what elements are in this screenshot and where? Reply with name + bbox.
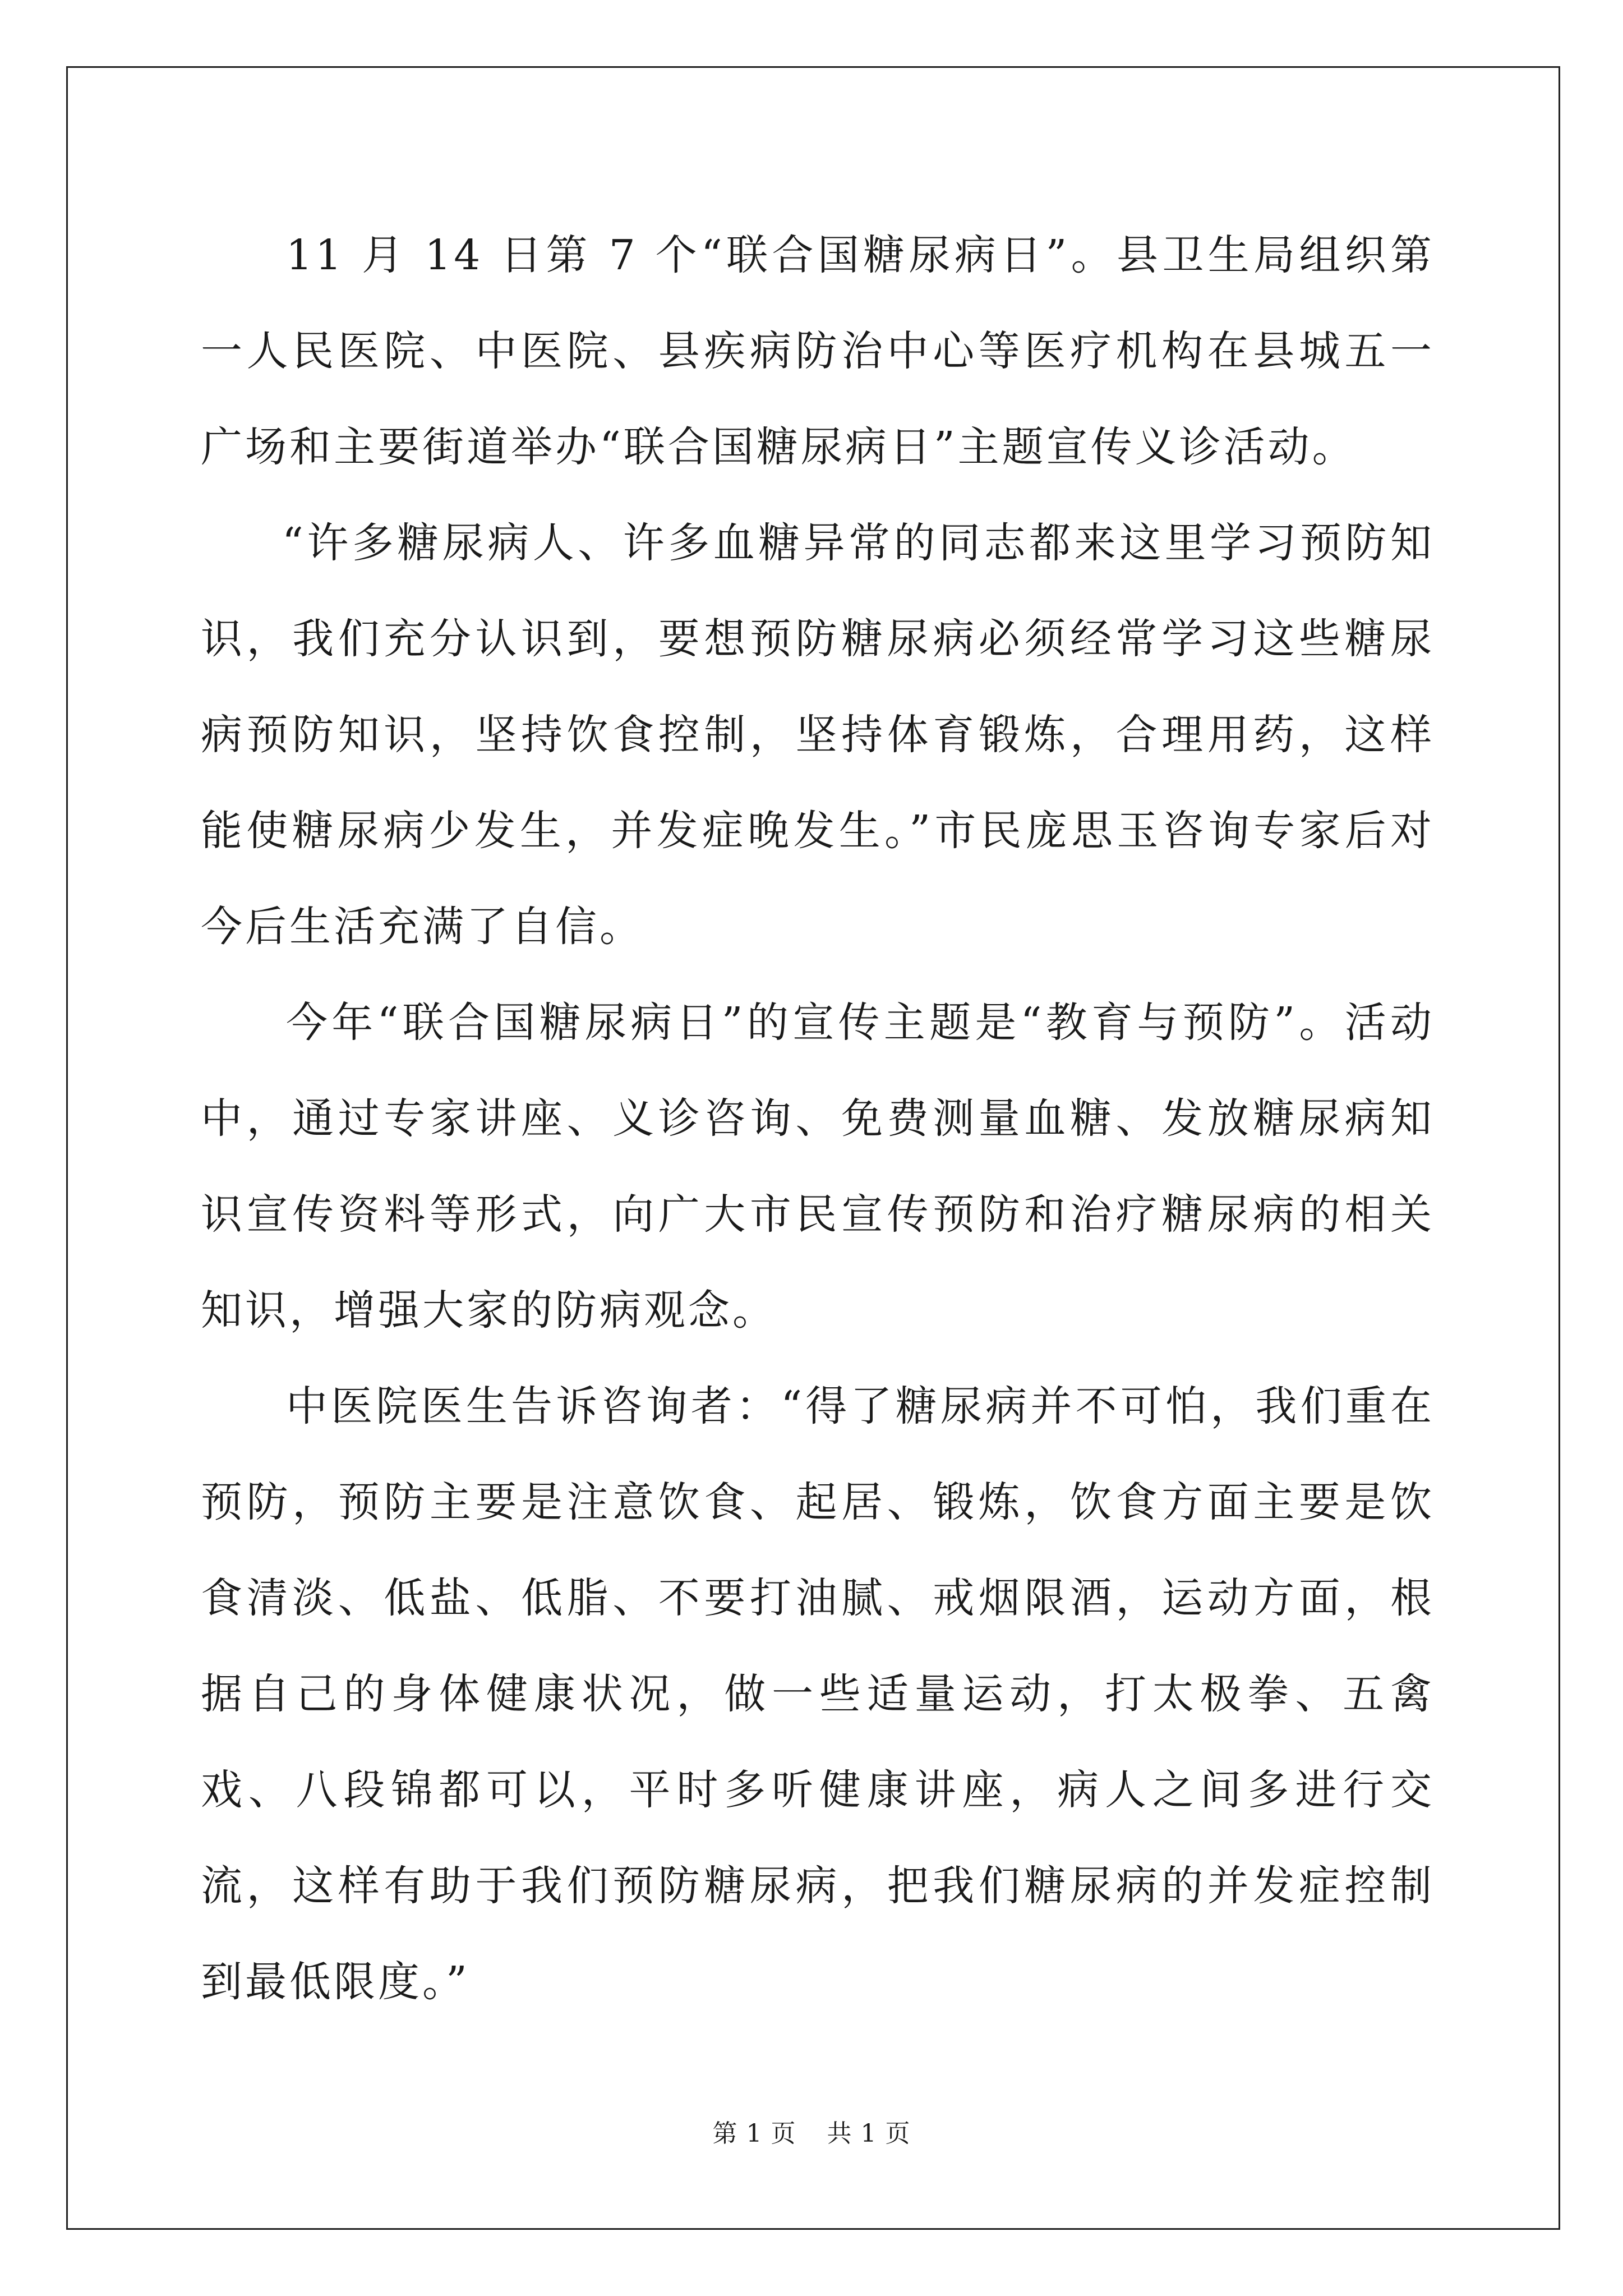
- page-number-total: 共 1 页: [827, 2119, 911, 2148]
- paragraph-3: 今年“联合国糖尿病日”的宣传主题是“教育与预防”。活动中，通过专家讲座、义诊咨询、免费测量血糖、发放糖尿病知识宣传资料等形式，向广大市民宣传预防和治疗糖尿病的相关知识，增强大家的防病观念。: [201, 999, 1435, 1335]
- paragraph-2: “许多糖尿病人、许多血糖异常的同志都来这里学习预防知识，我们充分认识到，要想预防糖尿病必须经常学习这些糖尿病预防知识，坚持饮食控制，坚持体育锻炼，合理用药，这样能使糖尿病少发生，并发症晚发生。”市民庞思玉咨询专家后对今后生活充满了自信。: [201, 519, 1435, 951]
- paragraph-1: 11 月 14 日第 7 个“联合国糖尿病日”。县卫生局组织第一人民医院、中医院、县疾病防治中心等医疗机构在县城五一广场和主要街道举办“联合国糖尿病日”主题宣传义诊活动。: [201, 231, 1435, 471]
- paragraph-4: 中医院医生告诉咨询者：“得了糖尿病并不可怕，我们重在预防，预防主要是注意饮食、起居、锻炼，饮食方面主要是饮食清淡、低盐、低脂、不要打油腻、戒烟限酒，运动方面，根据自己的身体健康状况，做一些适量运动，打太极拳、五禽戏、八段锦都可以，平时多听健康讲座，病人之间多进行交流，这样有助于我们预防糖尿病，把我们糖尿病的并发症控制到最低限度。”: [201, 1382, 1435, 2006]
- document-body: [201, 208, 1435, 2030]
- page-footer: [0, 2113, 1623, 2149]
- page-number-current: 第 1 页: [712, 2119, 796, 2148]
